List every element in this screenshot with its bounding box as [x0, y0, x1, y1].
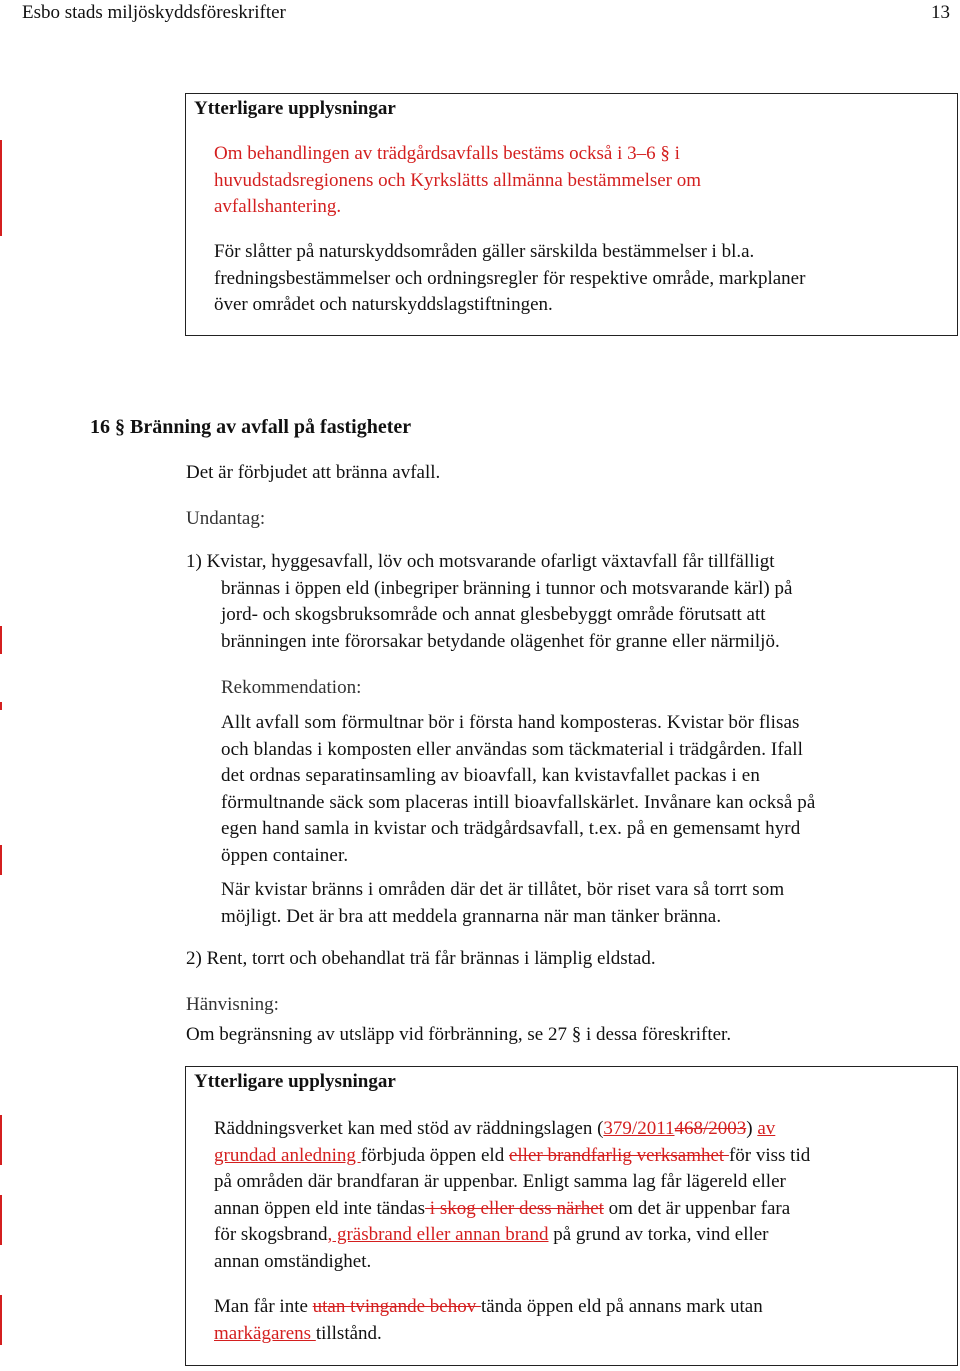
change-bar: [0, 140, 2, 236]
text-line: brännas i öppen eld (inbegriper bränning i tunnor och motsvarande kärl) på: [221, 577, 793, 599]
text-line: 1) Kvistar, hyggesavfall, löv och motsvarande ofarligt växtavfall får tillfälligt: [186, 551, 775, 572]
exception-label: Undantag:: [186, 508, 266, 529]
inserted-text: markägarens: [214, 1322, 316, 1344]
section-heading: 16 § Bränning av avfall på fastigheter: [90, 416, 412, 438]
inserted-text: , gräsbrand eller annan brand: [327, 1224, 549, 1245]
recommendation-label: Rekommendation:: [221, 677, 362, 698]
info-box-bottom: [185, 1066, 958, 1366]
reference-label: Hänvisning:: [186, 994, 279, 1015]
text-line: annan öppen eld inte tändas i skog eller dess närhet om det är uppenbar fara: [214, 1197, 791, 1219]
text-line: avfallshantering.: [214, 196, 342, 217]
change-bar: [0, 702, 2, 710]
text-line: öppen container.: [221, 844, 349, 866]
info-box-paragraph-1: [214, 1116, 810, 1275]
info-box-top: [185, 93, 958, 336]
section-intro: Det är förbjudet att bränna avfall.: [186, 462, 441, 483]
text-line: annan omständighet.: [214, 1250, 372, 1272]
text-line: för skogsbrand, gräsbrand eller annan brand på grund av torka, vind eller: [214, 1224, 769, 1245]
text-line: det ordnas separatinsamling av bioavfall, kan kvistavfallet packas i en: [221, 765, 760, 786]
document-title: Esbo stads miljöskyddsföreskrifter: [22, 2, 286, 23]
text-line: När kvistar bränns i områden där det är tillåtet, bör riset vara så torrt som: [221, 879, 785, 900]
text-line: markägarens tillstånd.: [214, 1322, 382, 1344]
text-line: Räddningsverket kan med stöd av räddningslagen (379/2011468/2003) av: [214, 1118, 776, 1139]
reference-text: Om begränsning av utsläpp vid förbränning, se 27 § i dessa föreskrifter.: [186, 1024, 732, 1045]
deleted-text: i skog eller dess närhet: [425, 1197, 604, 1219]
text-line: huvudstadsregionens och Kyrkslätts allmänna bestämmelser om: [214, 169, 702, 191]
info-box-paragraph-2: [214, 1294, 763, 1347]
deleted-text: utan tvingande behov: [312, 1296, 481, 1317]
text-line: Om behandlingen av trädgårdsavfalls bestäms också i 3–6 § i: [214, 143, 680, 164]
exception-item-1: [186, 549, 792, 655]
change-bar: [0, 626, 2, 654]
text-line: förmultnande säck som placeras intill bioavfallskärlet. Invånare kan också på: [221, 791, 816, 813]
text-line: Allt avfall som förmultnar bör i första hand komposteras. Kvistar bör flisas: [221, 712, 800, 733]
text-line: på områden där brandfaran är uppenbar. Enligt samma lag får lägereld eller: [214, 1171, 786, 1192]
text-line: egen hand samla in kvistar och trädgårdsavfall, t.ex. på en gemensamt hyrd: [221, 818, 801, 839]
text-line: Man får inte utan tvingande behov tända öppen eld på annans mark utan: [214, 1296, 763, 1317]
info-box-paragraph-2: [214, 239, 805, 319]
text-line: fredningsbestämmelser och ordningsregler för respektive område, markplaner: [214, 267, 806, 289]
inserted-text: av: [757, 1118, 776, 1139]
recommendation-text: [221, 710, 815, 869]
exception-item-2: 2) Rent, torrt och obehandlat trä får brännas i lämplig eldstad.: [186, 948, 656, 969]
text-line: jord- och skogsbruksområde och annat glesbebyggt område förutsatt att: [221, 604, 766, 625]
page-number: 13: [931, 2, 950, 23]
text-line: bränningen inte förorsakar betydande olägenhet för granne eller närmiljö.: [221, 630, 780, 652]
deleted-text: 468/2003: [674, 1118, 747, 1139]
text-line: För slåtter på naturskyddsområden gäller särskilda bestämmelser i bl.a.: [214, 241, 755, 262]
info-box-paragraph-1: [214, 141, 701, 221]
inserted-text: 379/2011: [603, 1118, 675, 1139]
change-bar: [0, 1195, 2, 1245]
text-line: och blandas i komposten eller användas som täckmaterial i trädgården. Ifall: [221, 738, 804, 760]
recommendation-text-2: [221, 877, 784, 930]
text-line: grundad anledning förbjuda öppen eld eller brandfarlig verksamhet för viss tid: [214, 1144, 811, 1166]
inserted-text: grundad anledning: [214, 1144, 361, 1166]
deleted-text: eller brandfarlig verksamhet: [508, 1144, 729, 1166]
text-line: möjligt. Det är bra att meddela grannarna när man tänker bränna.: [221, 905, 722, 927]
text-line: över området och naturskyddslagstiftningen.: [214, 294, 553, 315]
change-bar: [0, 1295, 2, 1345]
change-bar: [0, 1115, 2, 1165]
info-box-heading: Ytterligare upplysningar: [194, 98, 396, 119]
change-bar: [0, 845, 2, 875]
info-box-heading: Ytterligare upplysningar: [194, 1071, 396, 1092]
